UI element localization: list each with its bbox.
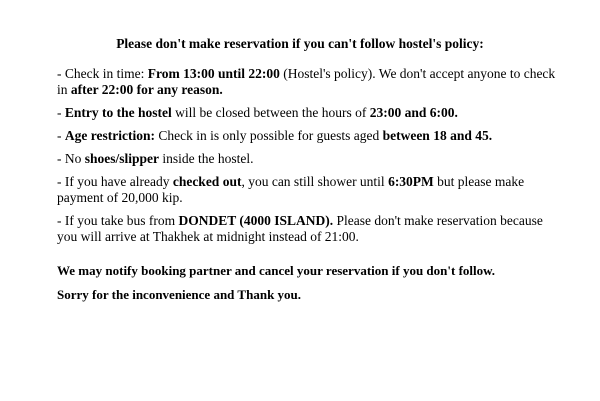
rule-text: - If you take bus from [57, 213, 179, 228]
rule-text: (Hostel's policy). We don't accept anyone to check in [57, 66, 556, 97]
rule-check-in-time [57, 66, 557, 98]
rule-emphasis: shoes/slipper [84, 151, 160, 166]
rule-text: inside the hostel. [159, 151, 254, 166]
rule-text: - [57, 128, 65, 143]
rule-text: Check in is only possible for guests aged [154, 128, 383, 143]
footer-warning: We may notify booking partner and cancel your reservation if you don't follow. [57, 263, 496, 278]
rule-emphasis: between 18 and 45. [382, 128, 493, 143]
rule-entry-closed [57, 105, 557, 121]
rule-emphasis: checked out [172, 174, 242, 189]
rule-emphasis: 23:00 and 6:00. [369, 105, 458, 120]
rule-text: - No [57, 151, 85, 166]
rule-emphasis: 6:30PM [388, 174, 434, 189]
rule-shower-after-checkout [57, 174, 557, 206]
rule-age-restriction [57, 128, 557, 144]
rule-dondet-bus [57, 213, 557, 245]
footer-thanks: Sorry for the inconvenience and Thank you. [57, 287, 302, 302]
rule-emphasis: Entry to the hostel [64, 105, 172, 120]
rule-text: - If you have already [57, 174, 173, 189]
rule-emphasis: after 22:00 for any reason. [70, 82, 223, 97]
rule-text: - Check in time: [57, 66, 148, 81]
footer-notice [57, 263, 577, 311]
rule-no-shoes [57, 151, 557, 167]
rule-text: , you can still shower until [241, 174, 389, 189]
policy-rule-list [57, 66, 557, 252]
rule-text: - [57, 105, 65, 120]
rule-text: Please don't make reservation because you will arrive at Thakhek at midnight instead of 21:00. [57, 213, 543, 244]
rule-emphasis: Age restriction: [64, 128, 155, 143]
page-title: Please don't make reservation if you can't follow hostel's policy: [116, 36, 484, 51]
rule-emphasis: DONDET (4000 ISLAND). [178, 213, 334, 228]
rule-emphasis: From 13:00 until 22:00 [147, 66, 280, 81]
rule-text: but please make payment of 20,000 kip. [57, 174, 525, 205]
rule-text: will be closed between the hours of [171, 105, 370, 120]
